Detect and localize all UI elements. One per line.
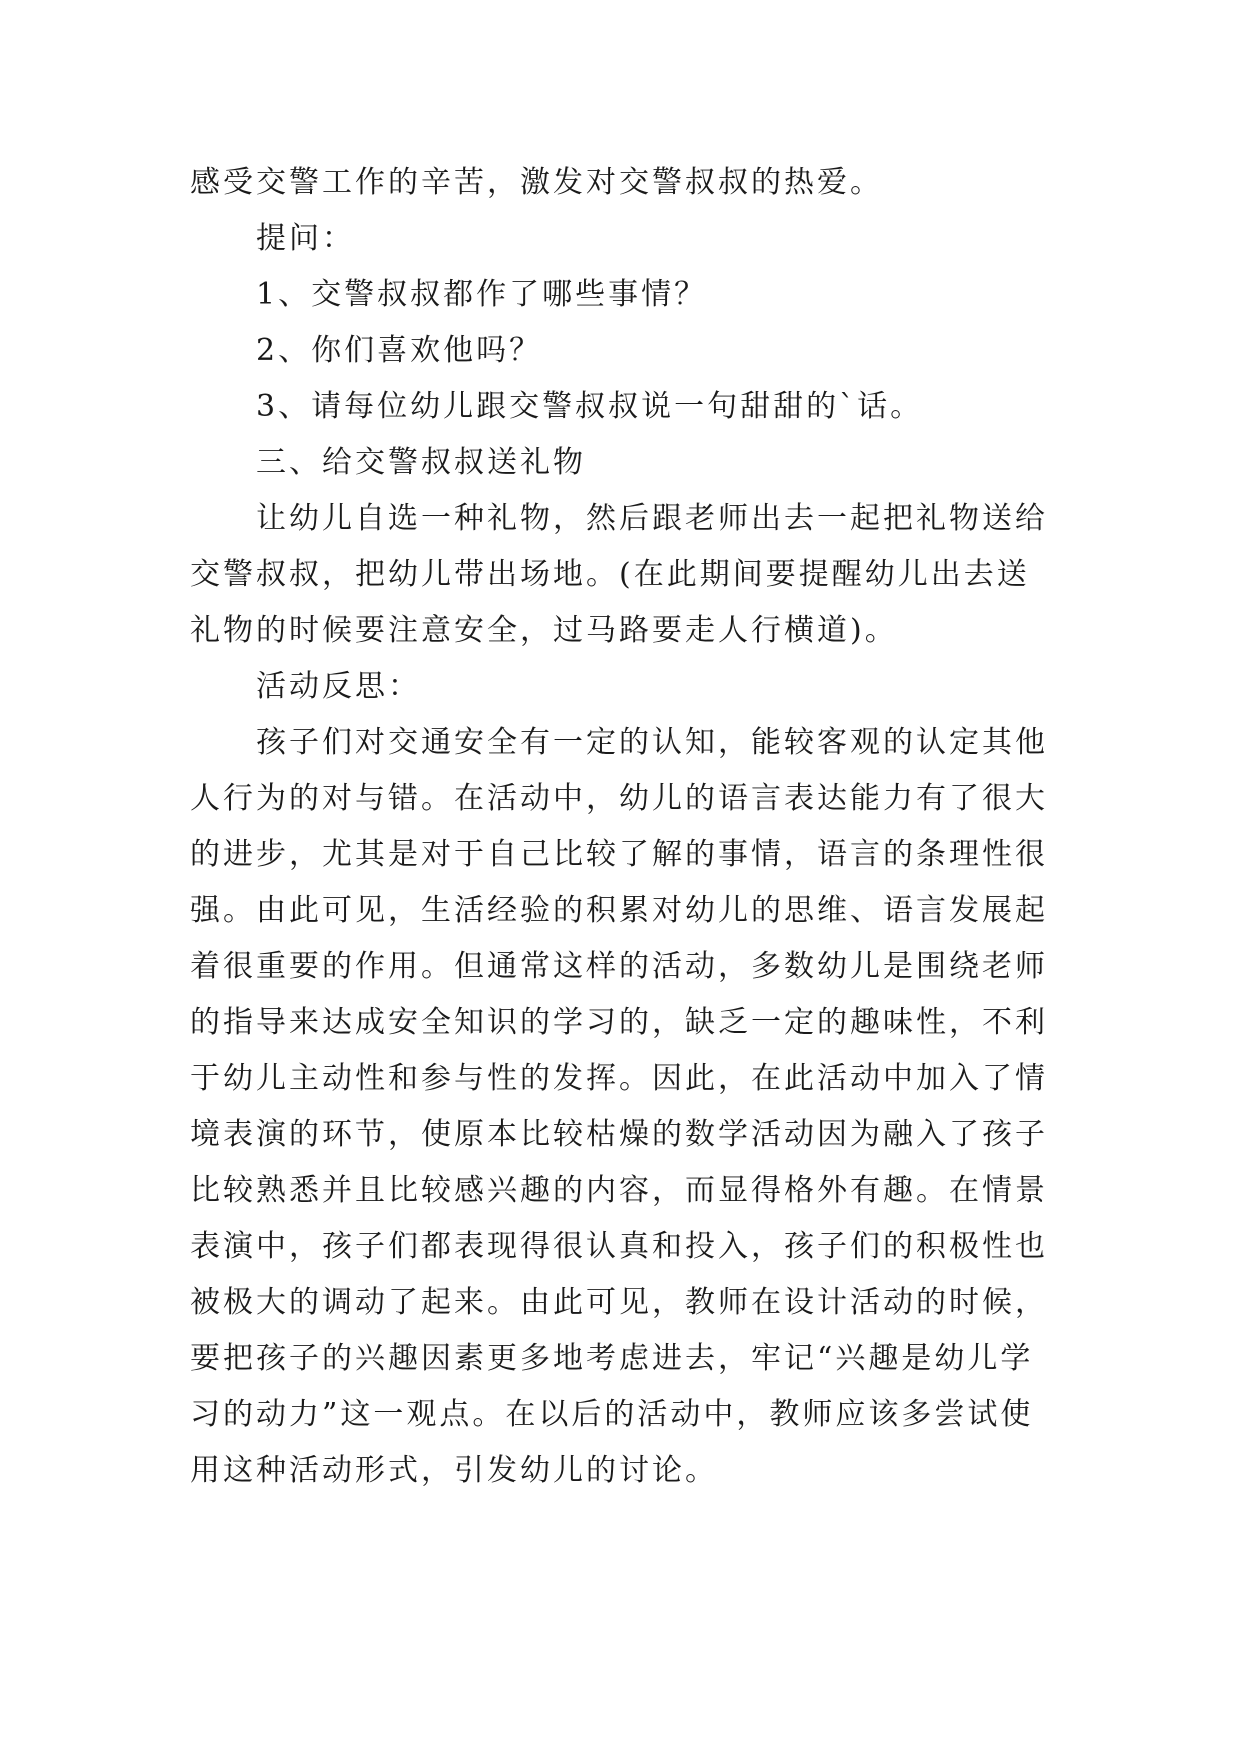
text-line: 比较熟悉并且比较感兴趣的内容，而显得格外有趣。在情景	[190, 1173, 1048, 1208]
text-line: 的指导来达成安全知识的学习的，缺乏一定的趣味性，不利	[190, 1005, 1048, 1040]
section-heading: 活动反思：	[256, 669, 421, 704]
text-line: 2、你们喜欢他吗？	[256, 333, 543, 368]
text-line: 感受交警工作的辛苦，激发对交警叔叔的热爱。	[190, 165, 883, 200]
text-line: 用这种活动形式，引发幼儿的讨论。	[190, 1453, 718, 1488]
text-line: 的进步，尤其是对于自己比较了解的事情，语言的条理性很	[190, 837, 1048, 872]
text-line: 习的动力”这一观点。在以后的活动中，教师应该多尝试使	[190, 1397, 1034, 1432]
text-line: 表演中，孩子们都表现得很认真和投入，孩子们的积极性也	[190, 1229, 1048, 1264]
text-line: 1、交警叔叔都作了哪些事情？	[256, 277, 708, 312]
text-line: 要把孩子的兴趣因素更多地考虑进去，牢记“兴趣是幼儿学	[190, 1341, 1034, 1376]
text-line: 提问：	[256, 221, 355, 256]
section-heading: 三、给交警叔叔送礼物	[256, 445, 586, 480]
text-line: 强。由此可见，生活经验的积累对幼儿的思维、语言发展起	[190, 893, 1048, 928]
text-line: 人行为的对与错。在活动中，幼儿的语言表达能力有了很大	[190, 781, 1048, 816]
text-line: 3、请每位幼儿跟交警叔叔说一句甜甜的`话。	[256, 389, 924, 424]
text-line: 于幼儿主动性和参与性的发挥。因此，在此活动中加入了情	[190, 1061, 1048, 1096]
text-line: 礼物的时候要注意安全，过马路要走人行横道)。	[190, 613, 898, 648]
text-line: 着很重要的作用。但通常这样的活动，多数幼儿是围绕老师	[190, 949, 1048, 984]
text-line: 让幼儿自选一种礼物，然后跟老师出去一起把礼物送给	[256, 501, 1048, 536]
text-line: 交警叔叔，把幼儿带出场地。(在此期间要提醒幼儿出去送	[190, 557, 1030, 592]
document-body	[190, 155, 1050, 1499]
text-line: 孩子们对交通安全有一定的认知，能较客观的认定其他	[256, 725, 1048, 760]
text-line: 被极大的调动了起来。由此可见，教师在设计活动的时候，	[190, 1285, 1048, 1320]
text-line: 境表演的环节，使原本比较枯燥的数学活动因为融入了孩子	[190, 1117, 1048, 1152]
